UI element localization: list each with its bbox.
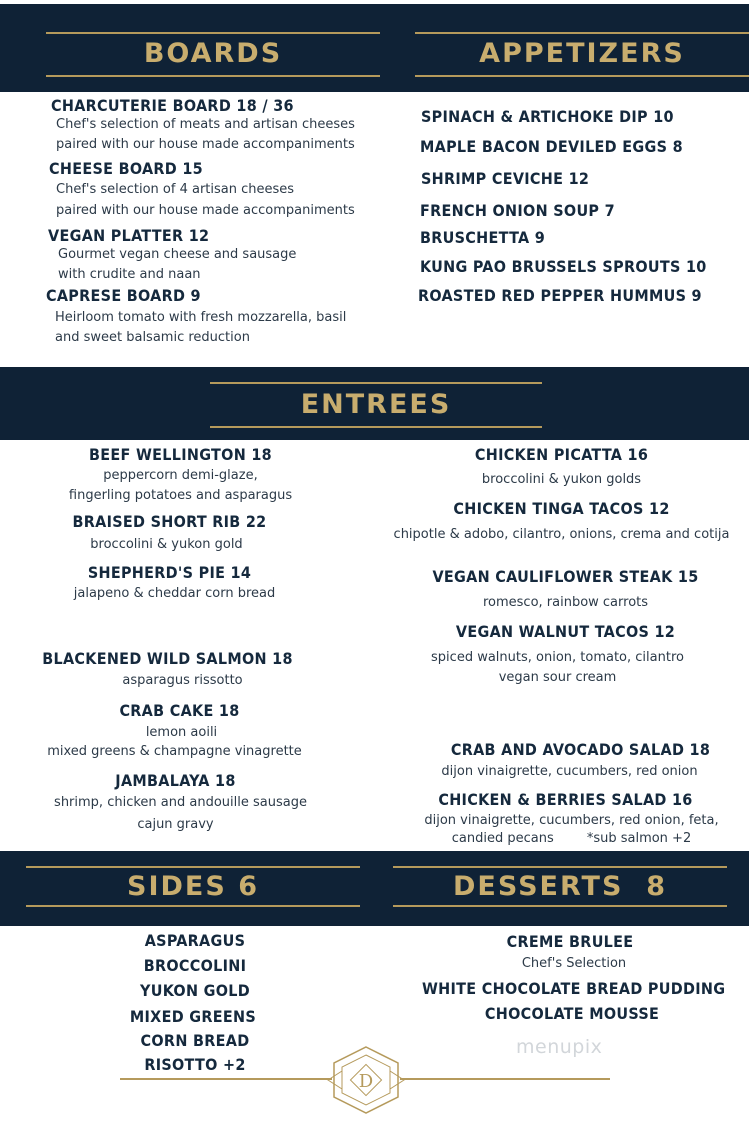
boards-rule-bottom <box>46 75 380 77</box>
side-item: BROCCOLINI <box>143 956 247 975</box>
menupix-watermark: menupix <box>516 1036 603 1058</box>
entree-item-name: BLACKENED WILD SALMON 18 <box>42 649 293 668</box>
appetizer-item: SPINACH & ARTICHOKE DIP 10 <box>421 107 674 126</box>
side-item: ASPARAGUS <box>144 931 246 950</box>
dessert-item-name: WHITE CHOCOLATE BREAD PUDDING <box>422 979 726 998</box>
entrees-rule-bottom <box>210 426 542 428</box>
entree-item-desc: dijon vinaigrette, cucumbers, red onion, feta, <box>424 813 719 828</box>
board-item-desc: Chef's selection of 4 artisan cheeses <box>56 182 295 197</box>
d-logo-emblem <box>326 1045 406 1115</box>
board-item-desc: paired with our house made accompaniments <box>56 137 355 152</box>
sides-rule-bottom <box>26 905 360 907</box>
entree-item-desc: broccolini & yukon golds <box>481 472 642 487</box>
board-item-desc: with crudite and naan <box>58 267 201 282</box>
boards-rule-top <box>46 32 380 34</box>
entree-item-name: VEGAN CAULIFLOWER STEAK 15 <box>432 567 699 586</box>
entree-item-desc: mixed greens & champagne vinagrette <box>47 744 302 759</box>
appetizer-item: MAPLE BACON DEVILED EGGS 8 <box>420 137 683 156</box>
entree-item-name: CHICKEN PICATTA 16 <box>474 445 649 464</box>
entree-item-desc: asparagus rissotto <box>122 673 243 688</box>
entree-item-desc: spiced walnuts, onion, tomato, cilantro <box>431 650 684 665</box>
entree-item-name: CRAB CAKE 18 <box>119 701 240 720</box>
board-item-name: CHARCUTERIE BOARD 18 / 36 <box>51 96 294 115</box>
board-item-desc: Heirloom tomato with fresh mozzarella, basil <box>55 310 347 325</box>
appetizers-heading: APPETIZERS <box>479 38 685 69</box>
entrees-rule-top <box>210 382 542 384</box>
dessert-item-name: CREME BRULEE <box>506 932 634 951</box>
boards-heading: BOARDS <box>143 38 283 69</box>
appetizer-item: ROASTED RED PEPPER HUMMUS 9 <box>418 286 702 305</box>
side-item: RISOTTO +2 <box>144 1055 246 1074</box>
entree-item-name: CHICKEN TINGA TACOS 12 <box>453 499 670 518</box>
entree-item-desc: shrimp, chicken and andouille sausage <box>54 795 307 810</box>
entree-item-desc: dijon vinaigrette, cucumbers, red onion <box>441 764 698 779</box>
entree-item-name: BEEF WELLINGTON 18 <box>88 445 273 464</box>
board-item-desc: Chef's selection of meats and artisan cheeses <box>56 117 355 132</box>
desserts-rule-bottom <box>393 905 727 907</box>
desserts-heading: DESSERTS 8 <box>452 871 667 902</box>
side-item: YUKON GOLD <box>139 981 250 1000</box>
appetizer-item: FRENCH ONION SOUP 7 <box>420 201 615 220</box>
footer-rule-right <box>400 1078 610 1080</box>
board-item-desc: and sweet balsamic reduction <box>55 330 250 345</box>
appetizer-item: KUNG PAO BRUSSELS SPROUTS 10 <box>420 257 707 276</box>
entree-item-desc: fingerling potatoes and asparagus <box>68 488 293 503</box>
d-logo-letter: D <box>358 1071 374 1092</box>
entree-item-name: VEGAN WALNUT TACOS 12 <box>455 622 676 641</box>
entree-item-desc: peppercorn demi-glaze, <box>103 468 258 483</box>
desserts-rule-top <box>393 866 727 868</box>
board-item-name: VEGAN PLATTER 12 <box>48 226 210 245</box>
entree-item-desc: romesco, rainbow carrots <box>482 595 649 610</box>
sides-rule-top <box>26 866 360 868</box>
entree-item-name: CHICKEN & BERRIES SALAD 16 <box>438 790 693 809</box>
entrees-heading: ENTREES <box>300 389 452 420</box>
board-item-desc: paired with our house made accompaniments <box>56 203 355 218</box>
entree-item-name: BRAISED SHORT RIB 22 <box>72 512 267 531</box>
entree-item-desc: vegan sour cream <box>498 670 617 685</box>
entree-item-desc: cajun gravy <box>137 817 214 832</box>
entree-item-desc: chipotle & adobo, cilantro, onions, crema and cotija <box>393 527 730 542</box>
sides-heading: SIDES 6 <box>127 871 259 902</box>
dessert-item-name: CHOCOLATE MOUSSE <box>484 1004 660 1023</box>
appetizers-rule-top <box>415 32 749 34</box>
entree-item-desc: broccolini & yukon gold <box>90 537 243 552</box>
side-item: MIXED GREENS <box>129 1007 257 1026</box>
board-item-name: CHEESE BOARD 15 <box>49 159 203 178</box>
entree-item-desc: jalapeno & cheddar corn bread <box>73 586 276 601</box>
entree-item-name: CRAB AND AVOCADO SALAD 18 <box>450 740 711 759</box>
side-item: CORN BREAD <box>140 1031 250 1050</box>
entree-item-name: JAMBALAYA 18 <box>115 771 236 790</box>
dessert-item-desc: Chef's Selection <box>521 956 627 971</box>
board-item-desc: Gourmet vegan cheese and sausage <box>58 247 297 262</box>
appetizer-item: SHRIMP CEVICHE 12 <box>421 169 590 188</box>
appetizers-rule-bottom <box>415 75 749 77</box>
board-item-name: CAPRESE BOARD 9 <box>46 286 201 305</box>
entree-item-name: SHEPHERD'S PIE 14 <box>87 563 252 582</box>
entree-item-desc: lemon aoili <box>145 725 218 740</box>
appetizer-item: BRUSCHETTA 9 <box>420 228 546 247</box>
entree-item-desc: candied pecans *sub salmon +2 <box>451 831 692 846</box>
footer-rule-left <box>120 1078 332 1080</box>
